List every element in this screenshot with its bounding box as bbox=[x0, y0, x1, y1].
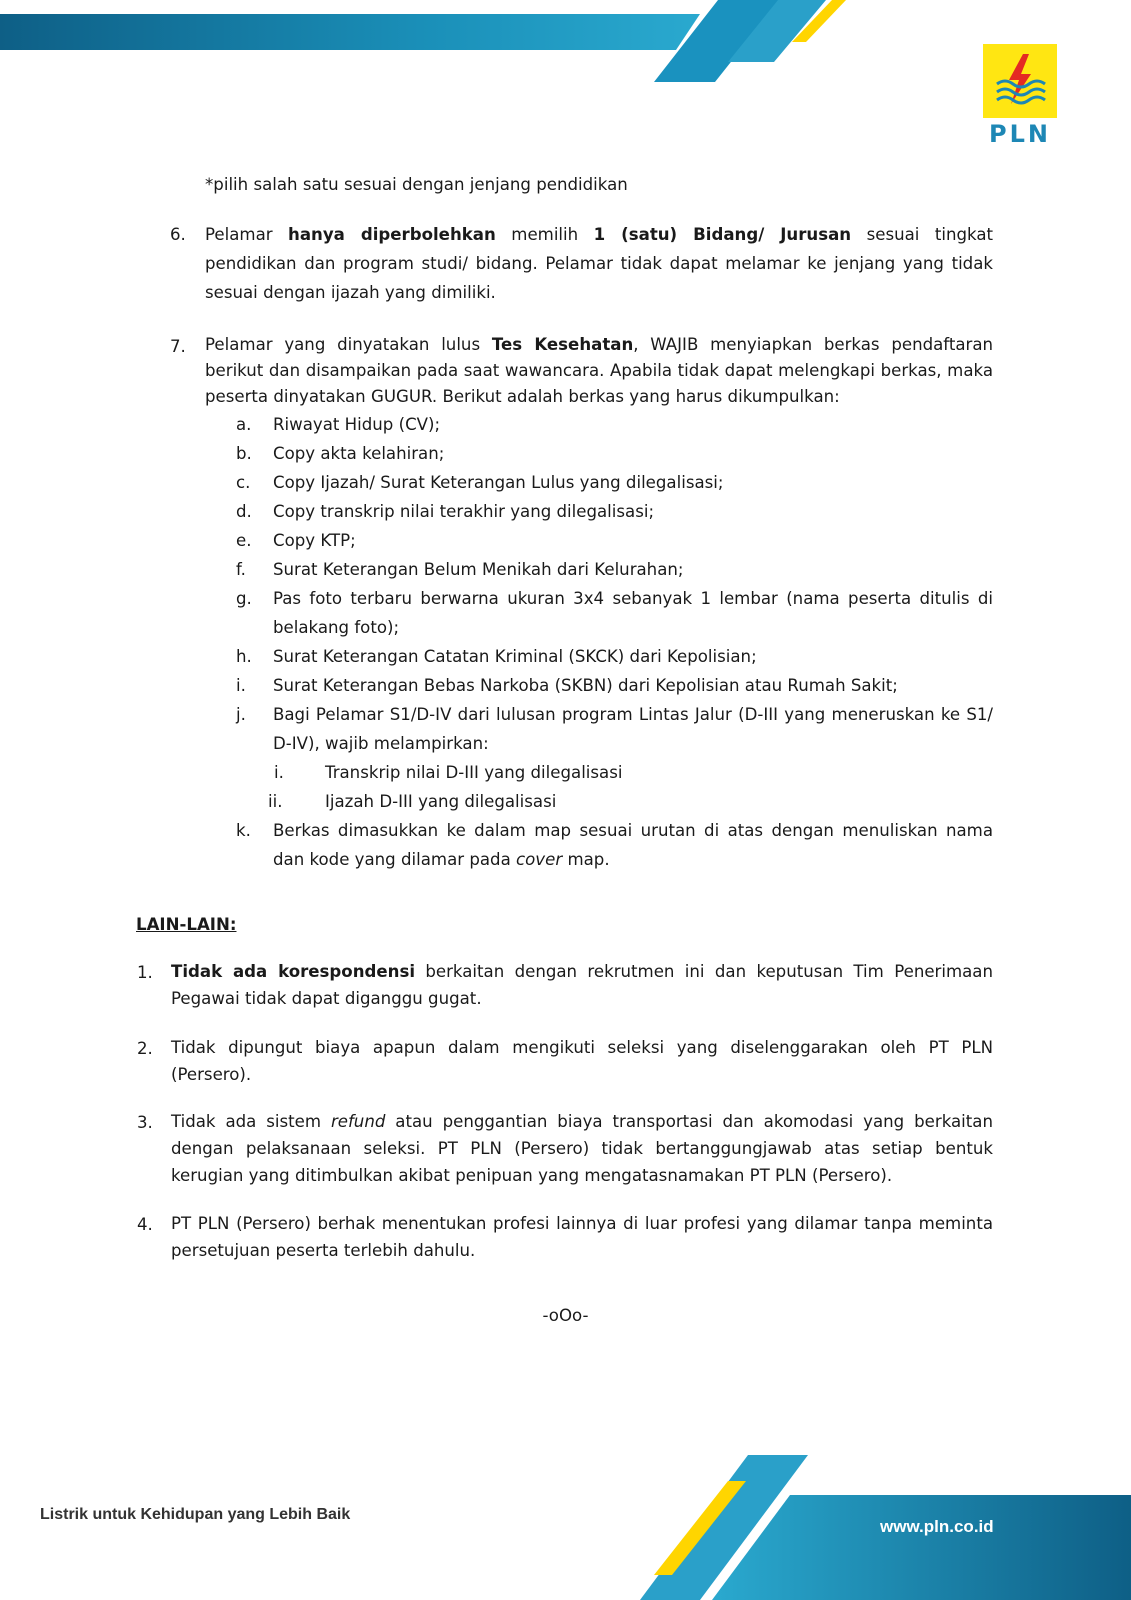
subitem-text: Copy akta kelahiran; bbox=[273, 444, 445, 463]
subitem-letter: d. bbox=[236, 502, 252, 521]
roman-text: Ijazah D-III yang dilegalisasi bbox=[325, 792, 557, 811]
lain-item-number: 4. bbox=[137, 1215, 153, 1234]
subitem-letter: i. bbox=[236, 676, 246, 695]
footer-website-link[interactable]: www.pln.co.id bbox=[880, 1517, 994, 1536]
end-mark: -oOo- bbox=[542, 1306, 589, 1325]
item-7-number: 7. bbox=[170, 337, 186, 356]
subitem-text: Surat Keterangan Catatan Kriminal (SKCK) dari Kepolisian; bbox=[273, 647, 757, 666]
subitem-letter: g. bbox=[236, 589, 252, 608]
section-heading-lain-lain: LAIN-LAIN: bbox=[136, 915, 237, 934]
subitem-letter: c. bbox=[236, 473, 251, 492]
cover-italic: cover bbox=[516, 850, 563, 869]
lain-item-text: Tidak ada korespondensi berkaitan dengan rekrutmen ini dan keputusan Tim Penerimaan Pegawai tidak dapat diganggu gugat. bbox=[171, 962, 993, 1008]
subitem-letter: k. bbox=[236, 821, 251, 840]
subitem-text: Surat Keterangan Belum Menikah dari Kelurahan; bbox=[273, 560, 684, 579]
roman-numeral: i. bbox=[274, 763, 284, 782]
item-7-bold: Tes Kesehatan bbox=[491, 335, 634, 354]
lain-item-text: Tidak dipungut biaya apapun dalam mengikuti seleksi yang diselenggarakan oleh PT PLN (Persero). bbox=[171, 1038, 993, 1084]
subitem-text: Surat Keterangan Bebas Narkoba (SKBN) dari Kepolisian atau Rumah Sakit; bbox=[273, 676, 898, 695]
refund-italic: refund bbox=[330, 1112, 386, 1131]
subitem-letter: j. bbox=[236, 705, 246, 724]
education-note: *pilih salah satu sesuai dengan jenjang pendidikan bbox=[205, 175, 628, 194]
header-stripe-band bbox=[0, 0, 1131, 90]
pln-lightning-icon bbox=[983, 44, 1057, 118]
subitem-text: Bagi Pelamar S1/D-IV dari lulusan program Lintas Jalur (D-III yang meneruskan ke S1/ D-IV), wajib melampirkan: bbox=[273, 705, 993, 753]
lain-item-text: PT PLN (Persero) berhak menentukan profesi lainnya di luar profesi yang dilamar tanpa meminta persetujuan peserta terlebih dahulu. bbox=[171, 1214, 993, 1260]
subitem-letter: f. bbox=[236, 560, 246, 579]
subitem-text: Copy Ijazah/ Surat Keterangan Lulus yang dilegalisasi; bbox=[273, 473, 724, 492]
subitem-letter: a. bbox=[236, 415, 252, 434]
subitem-text: Copy KTP; bbox=[273, 531, 356, 550]
subitem-letter: e. bbox=[236, 531, 252, 550]
footer-tagline: Listrik untuk Kehidupan yang Lebih Baik bbox=[40, 1506, 351, 1523]
roman-numeral: ii. bbox=[268, 792, 283, 811]
item-7-text: Pelamar yang dinyatakan lulus Tes Kesehatan, WAJIB menyiapkan berkas pendaftaran berikut dan disampaikan pada saat wawancara. Apabila tidak dapat melengkapi berkas, maka peserta dinyatakan GUGUR. Berikut adalah berkas yang harus dikumpulkan: bbox=[205, 335, 994, 406]
subitem-text: Copy transkrip nilai terakhir yang dilegalisasi; bbox=[273, 502, 655, 521]
subitem-letter: h. bbox=[236, 647, 252, 666]
lain-item-number: 1. bbox=[137, 963, 153, 982]
item-6-bold-2: 1 (satu) Bidang/ Jurusan bbox=[593, 225, 852, 244]
roman-text: Transkrip nilai D-III yang dilegalisasi bbox=[325, 763, 623, 782]
lain-item-number: 3. bbox=[137, 1113, 153, 1132]
subitem-text: Riwayat Hidup (CV); bbox=[273, 415, 441, 434]
item-6-text: Pelamar hanya diperbolehkan memilih 1 (satu) Bidang/ Jurusan sesuai tingkat pendidikan dan program studi/ bidang. Pelamar tidak dapat melamar ke jenjang yang tidak sesuai dengan ijazah yang dimiliki. bbox=[205, 225, 994, 302]
subitem-letter: b. bbox=[236, 444, 252, 463]
lain-item-number: 2. bbox=[137, 1039, 153, 1058]
subitem-k-text: Berkas dimasukkan ke dalam map sesuai urutan di atas dengan menuliskan nama dan kode yang dilamar pada cover map. bbox=[273, 821, 993, 869]
pln-logo bbox=[983, 44, 1057, 154]
item-6-number: 6. bbox=[170, 225, 186, 244]
subitem-text: Pas foto terbaru berwarna ukuran 3x4 sebanyak 1 lembar (nama peserta ditulis di belakang foto); bbox=[273, 589, 993, 637]
lain-item-text: Tidak ada sistem refund atau penggantian biaya transportasi dan akomodasi yang berkaitan dengan pelaksanaan seleksi. PT PLN (Persero) tidak bertanggungjawab atas setiap bentuk kerugian yang ditimbulkan akibat penipuan yang mengatasnamakan PT PLN (Persero). bbox=[171, 1112, 993, 1185]
pln-logo-text: PLN bbox=[989, 120, 1051, 148]
item-6-bold-1: hanya diperbolehkan bbox=[288, 225, 496, 244]
